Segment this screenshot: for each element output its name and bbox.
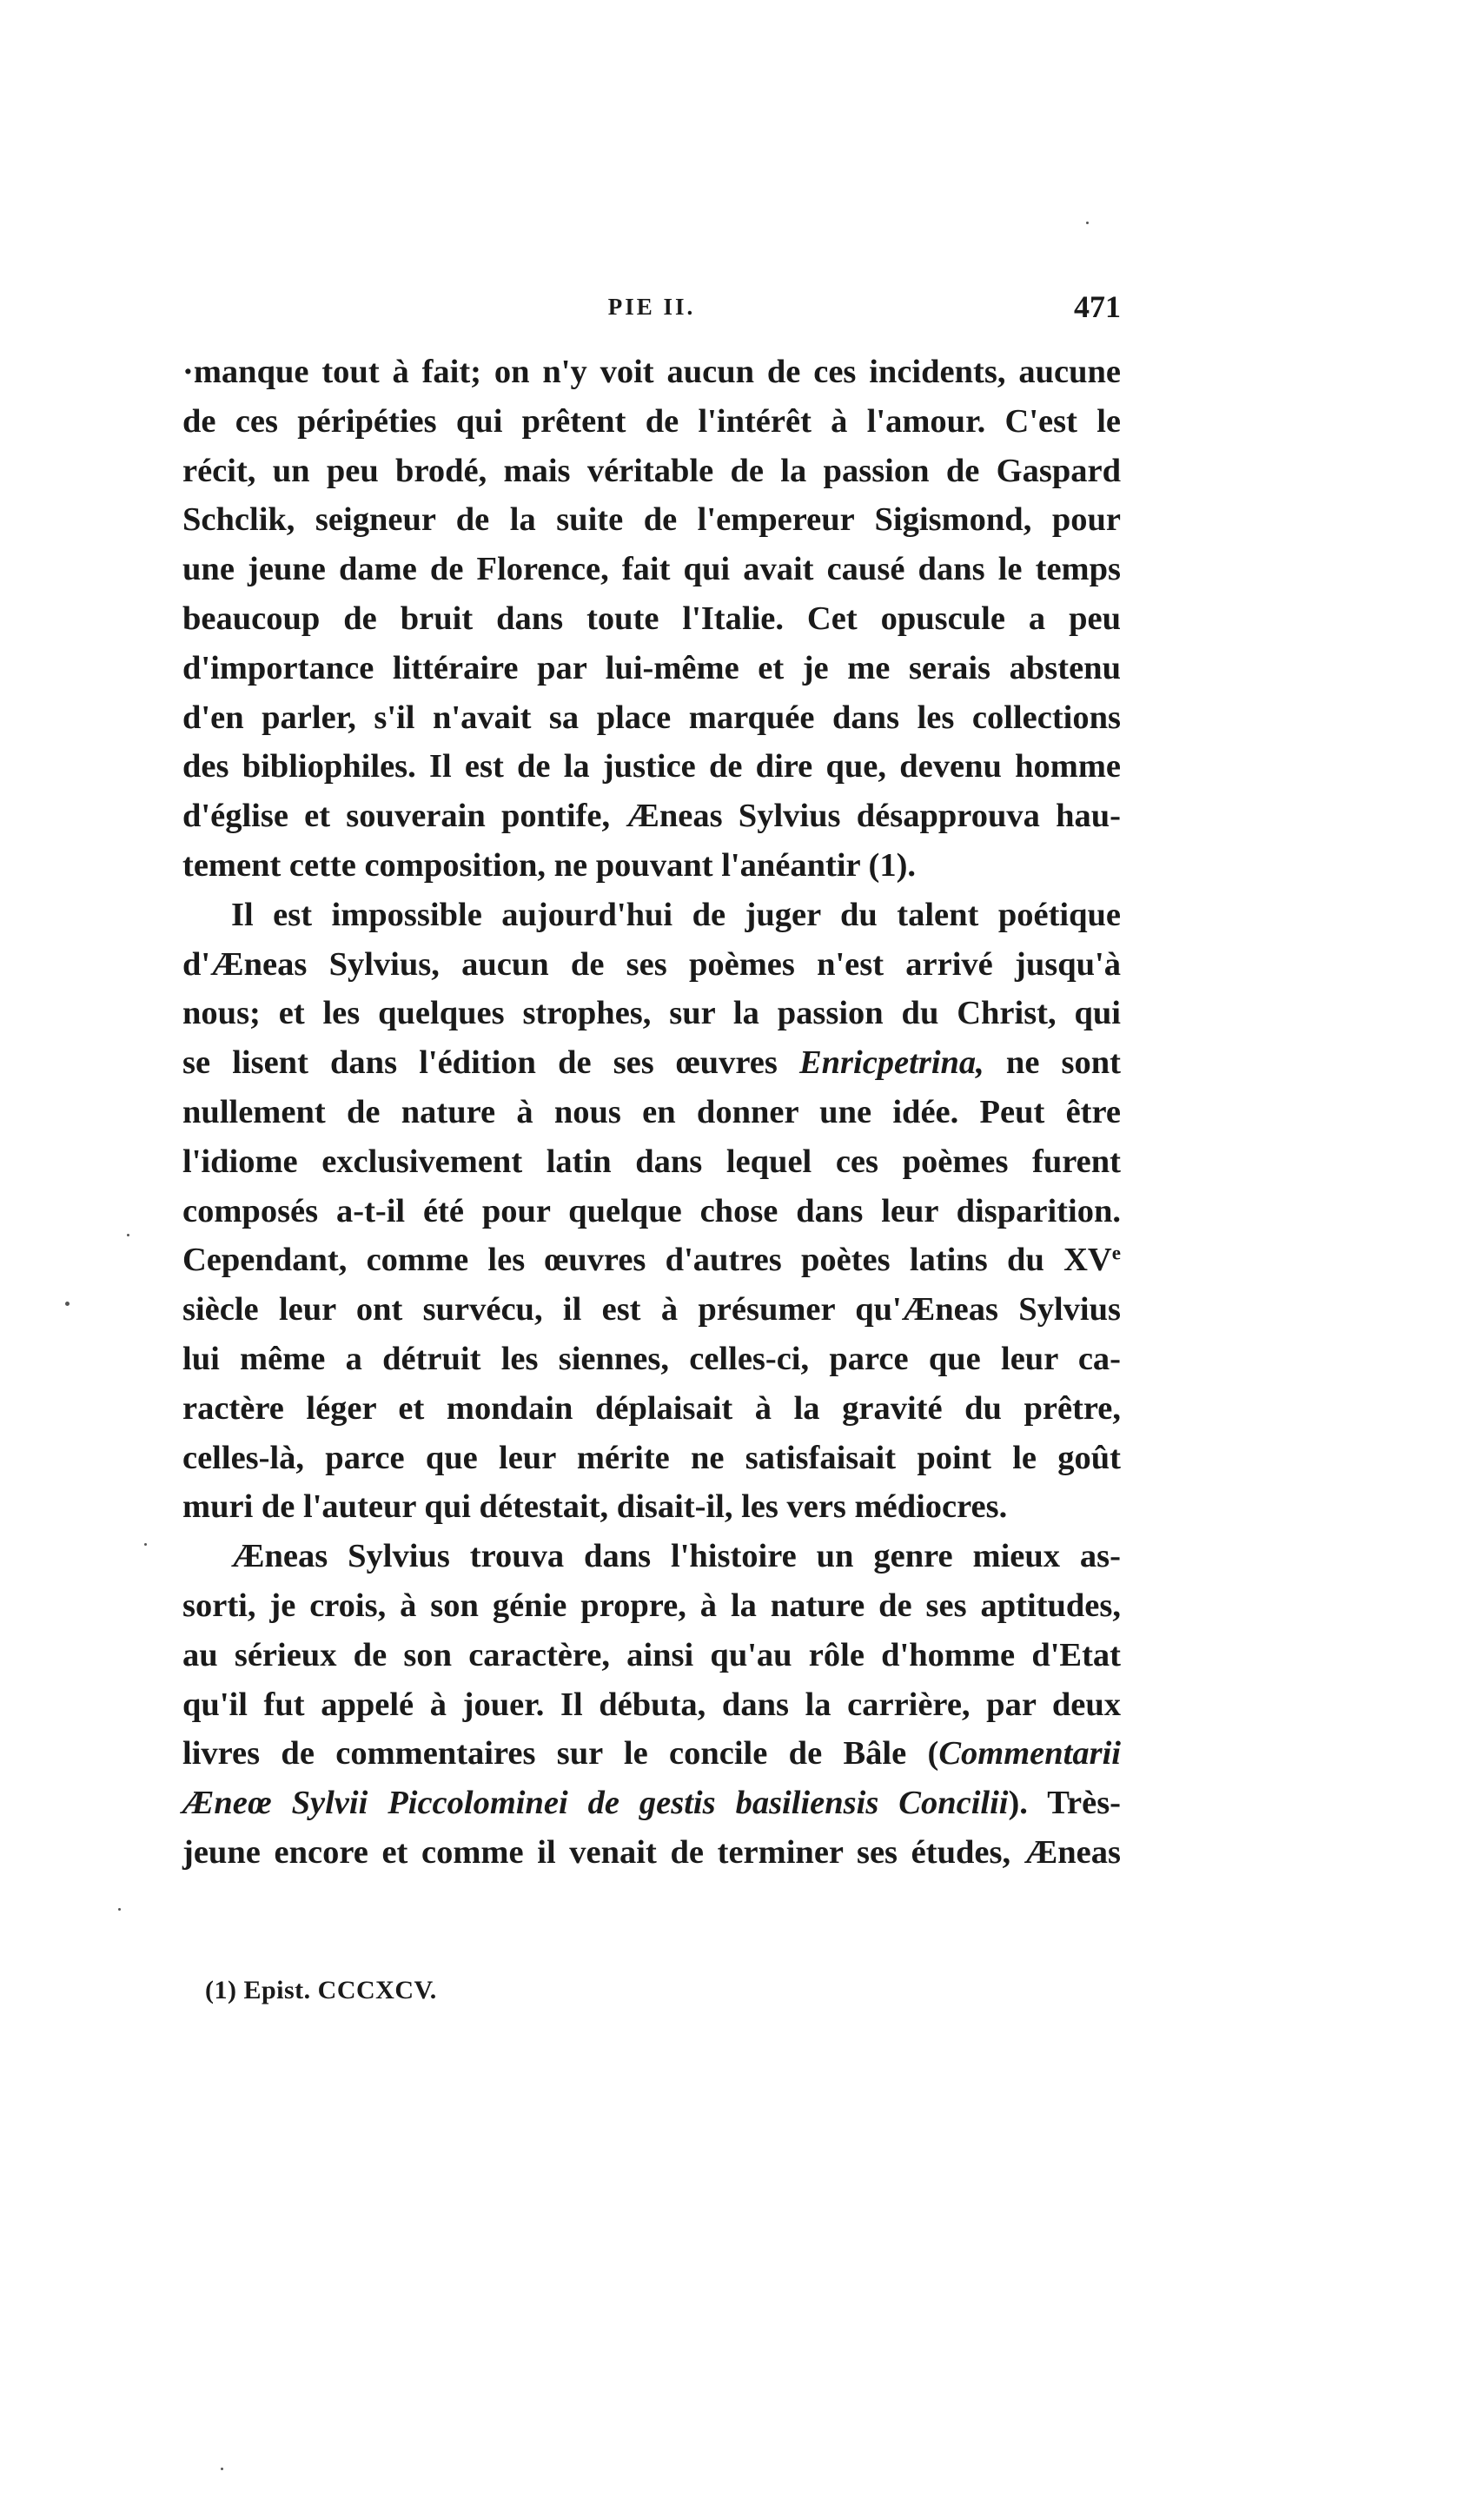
text-line: des bibliophiles. Il est de la justice de dire que, devenu homme bbox=[182, 748, 1121, 785]
scan-speck bbox=[144, 1543, 147, 1546]
text-line: d'Æneas Sylvius, aucun de ses poèmes n'est arrivé jusqu'à bbox=[182, 945, 1121, 983]
text-segment: ). Très- bbox=[1008, 1785, 1121, 1822]
text-line: au sérieux de son caractère, ainsi qu'au rôle d'homme d'Etat bbox=[182, 1636, 1121, 1673]
text-line: beaucoup de bruit dans toute l'Italie. Cet opuscule a peu bbox=[182, 600, 1121, 637]
text-line: nous; et les quelques strophes, sur la passion du Christ, qui bbox=[182, 995, 1121, 1032]
footnote: (1) Epist. CCCXCV. bbox=[205, 1976, 437, 2004]
scan-speck bbox=[65, 1302, 70, 1306]
text-line: d'importance littéraire par lui-même et je me serais abstenu bbox=[182, 649, 1121, 686]
italic-title: Æneœ Sylvii Piccolominei de gestis basiliensis Concilii bbox=[182, 1785, 1009, 1822]
text-line: qu'il fut appelé à jouer. Il débuta, dans la carrière, par deux bbox=[182, 1686, 1121, 1723]
body-text bbox=[182, 348, 1121, 1878]
running-head bbox=[182, 289, 1121, 337]
superscript: e bbox=[1111, 1241, 1121, 1264]
text-segment: livres de commentaires sur le concile de Bâle ( bbox=[182, 1735, 939, 1772]
page-number: 471 bbox=[1074, 289, 1121, 324]
text-segment: Cependant, comme les œuvres d'autres poètes latins du XV bbox=[182, 1242, 1112, 1279]
text-line: d'église et souverain pontife, Æneas Sylvius désapprouva hau- bbox=[182, 798, 1121, 835]
text-line: Schclik, seigneur de la suite de l'empereur Sigismond, pour bbox=[182, 501, 1121, 539]
text-line: lui même a détruit les siennes, celles-ci, parce que leur ca- bbox=[182, 1340, 1121, 1377]
running-title: PIE II. bbox=[607, 294, 696, 320]
text-line: l'idiome exclusivement latin dans lequel ces poèmes furent bbox=[182, 1143, 1121, 1180]
text-line: récit, un peu brodé, mais véritable de la passion de Gaspard bbox=[182, 452, 1121, 489]
text-line: une jeune dame de Florence, fait qui avait causé dans le temps bbox=[182, 551, 1121, 588]
text-line: Il est impossible aujourd'hui de juger du talent poétique bbox=[231, 896, 1121, 933]
text-line: siècle leur ont survécu, il est à présumer qu'Æneas Sylvius bbox=[182, 1291, 1121, 1329]
text-line: de ces péripéties qui prêtent de l'intérêt à l'amour. C'est le bbox=[182, 402, 1121, 440]
text-line bbox=[182, 1729, 1121, 1779]
scan-speck bbox=[118, 1908, 121, 1911]
text-line: Æneas Sylvius trouva dans l'histoire un genre mieux as- bbox=[231, 1538, 1121, 1575]
text-line bbox=[182, 1779, 1121, 1828]
scan-speck bbox=[221, 2468, 223, 2470]
text-line: ractère léger et mondain déplaisait à la gravité du prêtre, bbox=[182, 1389, 1121, 1427]
text-line bbox=[182, 1038, 1121, 1088]
text-line bbox=[182, 1236, 1121, 1285]
text-line: tement cette composition, ne pouvant l'anéantir (1). bbox=[182, 846, 917, 884]
italic-title: Enricpetrina, bbox=[798, 1044, 984, 1082]
text-line: sorti, je crois, à son génie propre, à la nature de ses aptitudes, bbox=[182, 1587, 1121, 1624]
text-line: ·manque tout à fait; on n'y voit aucun de ces incidents, aucune bbox=[182, 354, 1121, 390]
text-line: celles-là, parce que leur mérite ne satisfaisait point le goût bbox=[182, 1439, 1121, 1476]
text-segment: se lisent dans l'édition de ses œuvres bbox=[182, 1044, 799, 1082]
text-line: jeune encore et comme il venait de terminer ses études, Æneas bbox=[182, 1833, 1121, 1871]
text-segment: ne sont bbox=[984, 1044, 1122, 1082]
scan-speck bbox=[127, 1234, 129, 1236]
italic-title: Commentarii bbox=[938, 1735, 1121, 1772]
text-line: muri de l'auteur qui détestait, disait-il, les vers médiocres. bbox=[182, 1488, 1008, 1526]
text-line: d'en parler, s'il n'avait sa place marquée dans les collections bbox=[182, 699, 1121, 736]
text-line: composés a-t-il été pour quelque chose dans leur disparition. bbox=[182, 1192, 1121, 1229]
text-line: nullement de nature à nous en donner une idée. Peut être bbox=[182, 1093, 1121, 1130]
scan-speck bbox=[1086, 222, 1089, 224]
